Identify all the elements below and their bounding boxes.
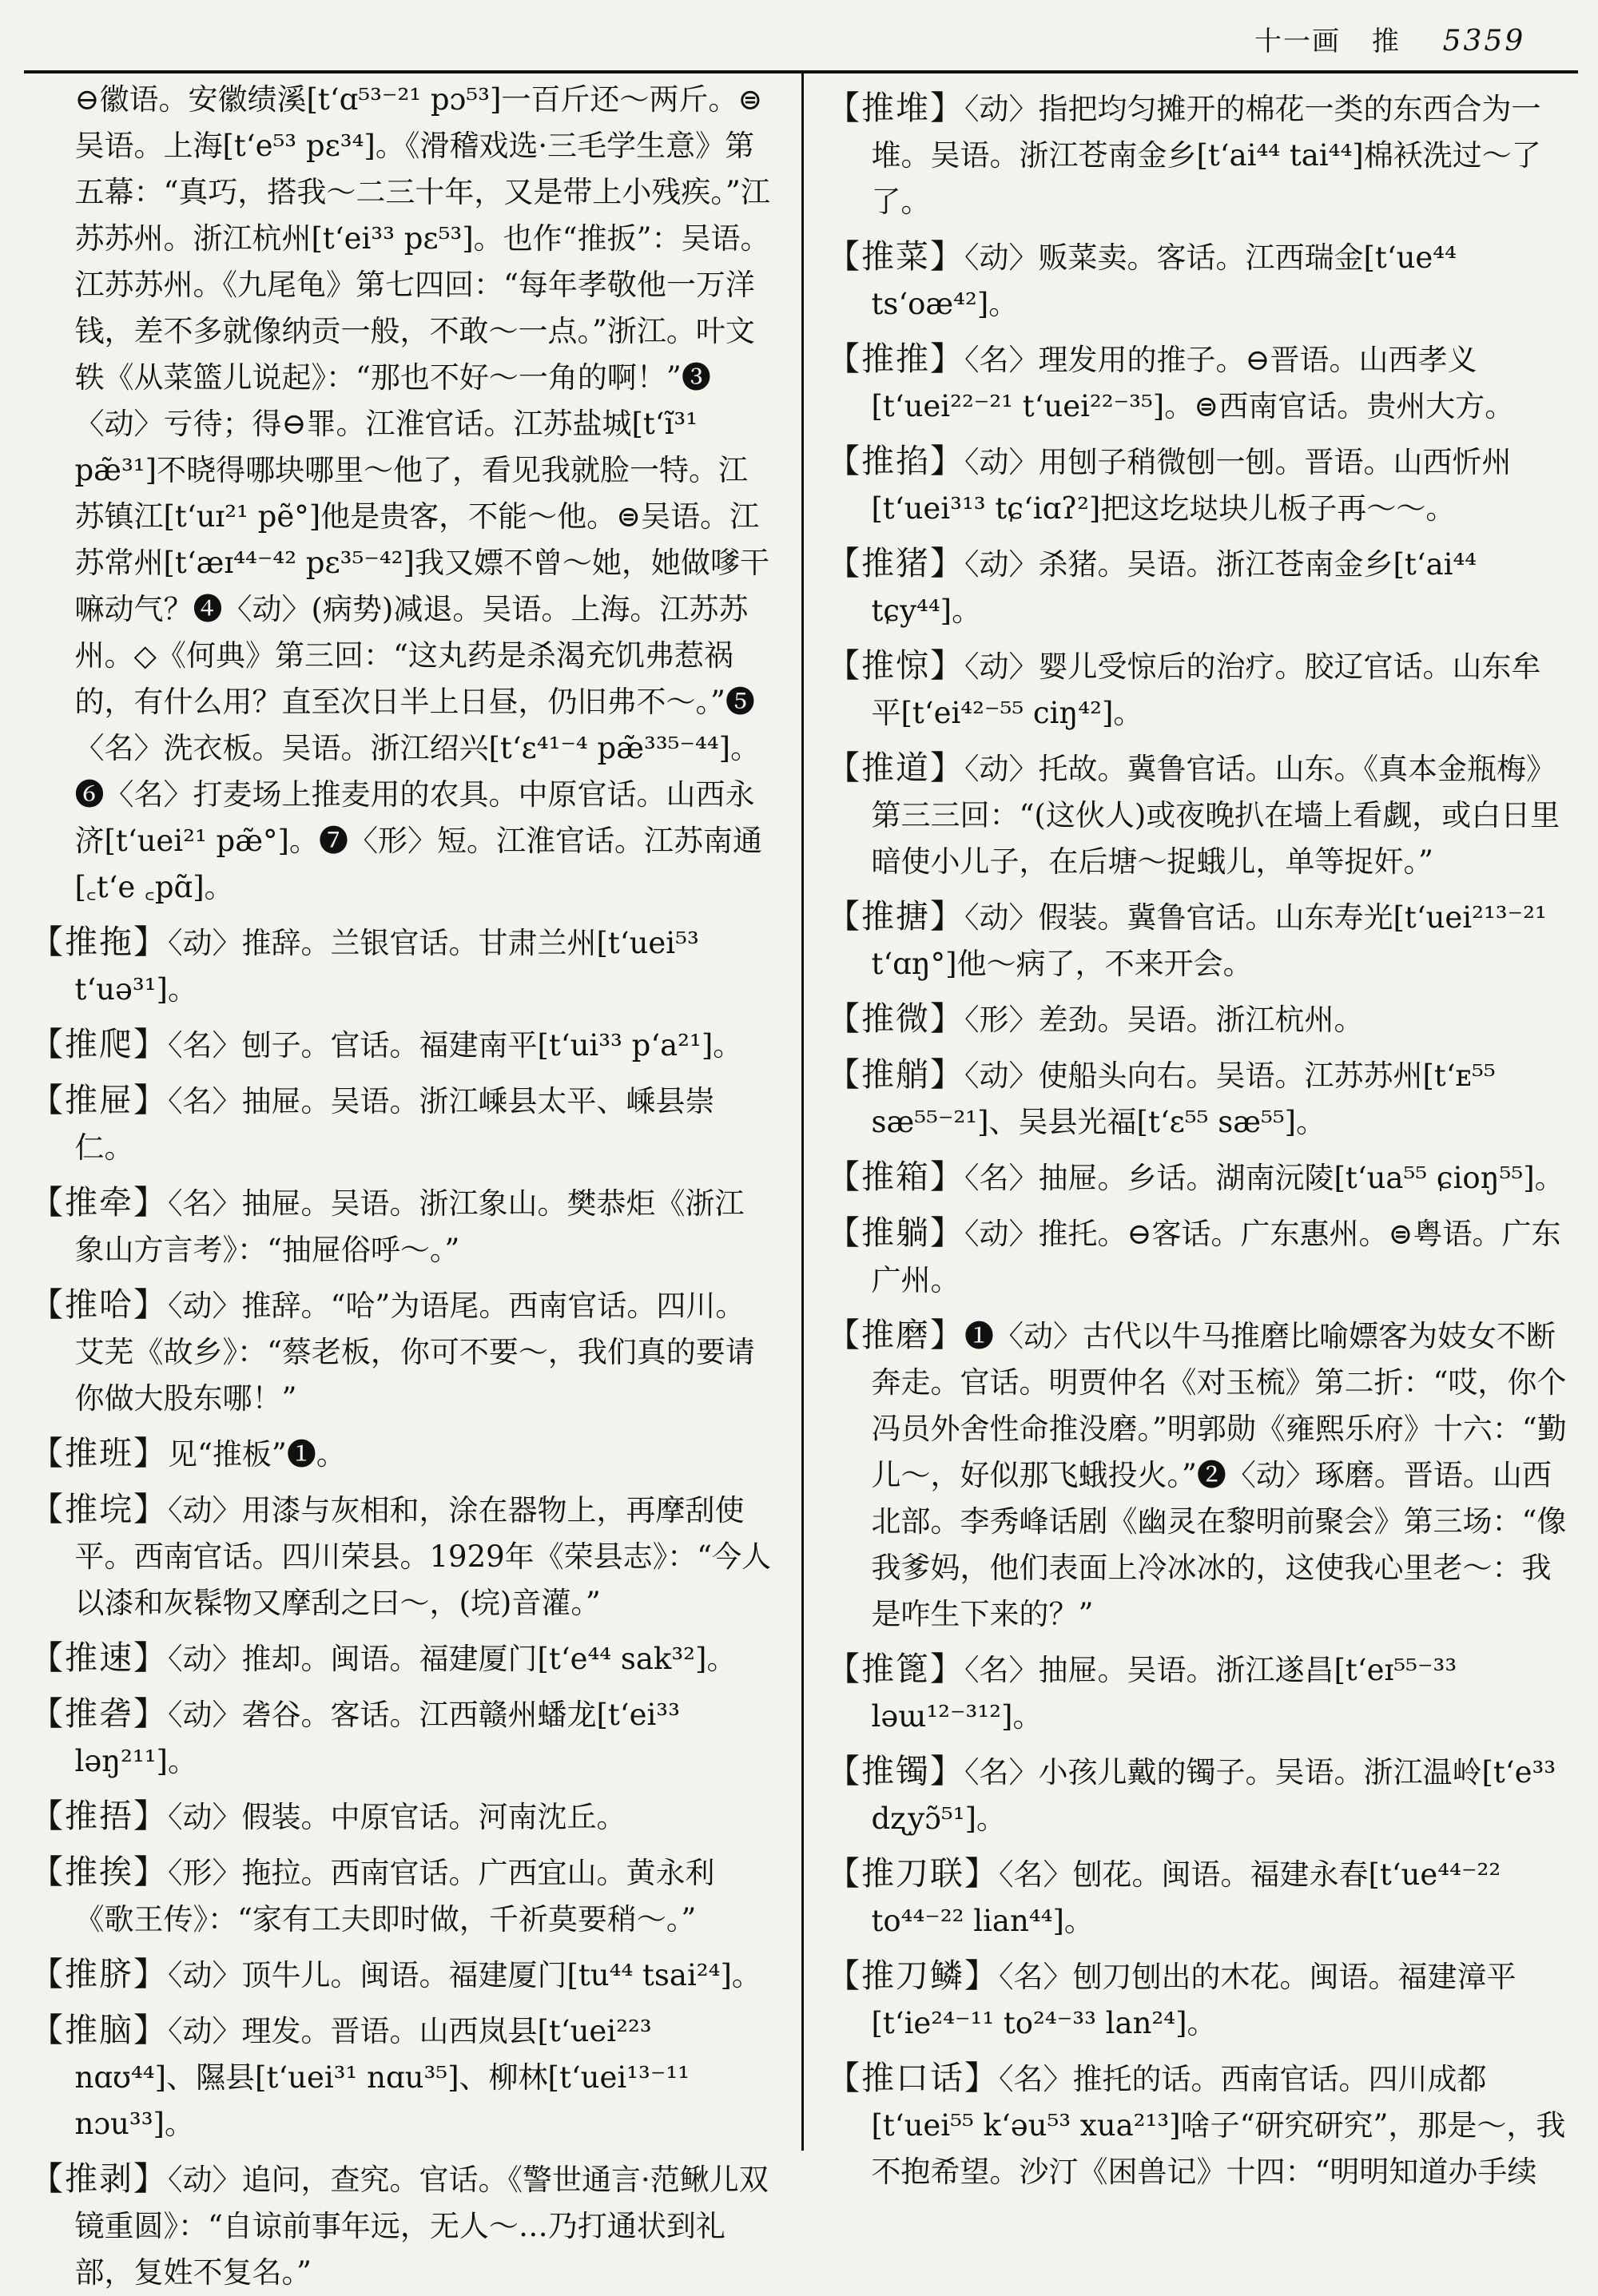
- headword-text: 推推: [861, 340, 930, 378]
- headword-text: 推剥: [65, 2159, 133, 2198]
- dictionary-entry: [827, 1154, 1570, 1202]
- dictionary-entry: [30, 1430, 773, 1478]
- dictionary-entry: [30, 1021, 773, 1069]
- dictionary-entry: [30, 2155, 773, 2296]
- entry-headword: 【推推】: [827, 340, 964, 378]
- entry-definition: 〈动〉推辞。“哈”为语尾。西南官话。四川。艾芜《故乡》：“蔡老板，你可不要～，我们真的要请你做大股东哪！”: [74, 1289, 755, 1416]
- dictionary-entry: [827, 995, 1570, 1043]
- left-column: [30, 77, 773, 2296]
- entry-definition: 〈动〉推托。⊖客话。广东惠州。⊜粤语。广东广州。: [871, 1217, 1561, 1297]
- entry-definition: 〈名〉抽屉。吴语。浙江嵊县太平、嵊县崇仁。: [74, 1084, 715, 1165]
- entry-definition: 〈动〉杀猪。吴语。浙江苍南金乡[tʻai⁴⁴ tɕy⁴⁴]。: [871, 547, 1477, 628]
- headword-text: 推速: [65, 1639, 133, 1677]
- dictionary-entry: [827, 540, 1570, 634]
- entry-headword: 【推搪】: [827, 897, 964, 935]
- entry-definition: 〈名〉推托的话。西南官话。四川成都[tʻuei⁵⁵ kʻəu⁵³ xua²¹³]啥子“研究研究”，那是～，我不抱希望。沙汀《困兽记》十四：“明明知道办手续: [871, 2062, 1566, 2189]
- dictionary-entry: [827, 1952, 1570, 2047]
- entry-definition: 见“推板”❶。: [168, 1437, 346, 1472]
- entry-headword: 【推口话】: [827, 2059, 999, 2097]
- dictionary-entry: [827, 1850, 1570, 1944]
- entry-headword: 【推爬】: [30, 1025, 168, 1063]
- dictionary-entry: [30, 1690, 773, 1785]
- headword-text: 推刀联: [861, 1854, 964, 1893]
- entry-headword: 【推微】: [827, 999, 964, 1038]
- entry-definition: 〈名〉小孩儿戴的镯子。吴语。浙江温岭[tʻe³³ dʐyɔ̃⁵¹]。: [871, 1755, 1556, 1836]
- headword-text: 推掐: [861, 442, 930, 480]
- entry-definition: 〈动〉指把均匀摊开的棉花一类的东西合为一堆。吴语。浙江苍南金乡[tʻai⁴⁴ tai⁴⁴]棉袄洗过～了了。: [871, 92, 1541, 219]
- dictionary-entry: [827, 1051, 1570, 1146]
- dictionary-entry: [30, 919, 773, 1013]
- entry-definition: 〈动〉理发。晋语。山西岚县[tʻuei²²³ nɑʊ⁴⁴]、隰县[tʻuei³¹ nɑu³⁵]、柳林[tʻuei¹³⁻¹¹ nɔu³³]。: [74, 2014, 690, 2141]
- entry-definition: 〈名〉刨刀刨出的木花。闽语。福建漳平[tʻie²⁴⁻¹¹ to²⁴⁻³³ lan²⁴]。: [871, 1960, 1517, 2040]
- entry-headword: 【推篦】: [827, 1650, 964, 1688]
- right-column: [827, 77, 1570, 2195]
- dictionary-entry: [827, 2055, 1570, 2195]
- entry-definition: 〈动〉托故。冀鲁官话。山东。《真本金瓶梅》第三三回：“(这伙人)或夜晚扒在墙上看觑，或白日里暗使小儿子，在后塘～捉蛾儿，单等捉奸。”: [871, 752, 1560, 879]
- entry-definition: 〈动〉婴儿受惊后的治疗。胶辽官话。山东牟平[tʻei⁴²⁻⁵⁵ ciŋ⁴²]。: [871, 649, 1541, 730]
- dictionary-entry: [827, 336, 1570, 430]
- dictionary-entry: [30, 1951, 773, 1999]
- dictionary-entry: [30, 2007, 773, 2147]
- headword-text: 推拖: [65, 923, 133, 961]
- entry-definition: 〈动〉假装。中原官话。河南沈丘。: [168, 1800, 626, 1834]
- entry-definition: 〈动〉顶牛儿。闽语。福建厦门[tu⁴⁴ tsai²⁴]。: [168, 1958, 761, 1992]
- entry-headword: 【推箱】: [827, 1158, 964, 1196]
- entry-definition: 〈名〉抽屉。吴语。浙江象山。樊恭炬《浙江象山方言考》：“抽屉俗呼～。”: [74, 1186, 745, 1267]
- entry-headword: 【推堆】: [827, 89, 964, 127]
- entry-definition: 〈动〉使船头向右。吴语。江苏苏州[tʻᴇ⁵⁵ sæ⁵⁵⁻²¹]、吴县光福[tʻɛ⁵⁵ sæ⁵⁵]。: [871, 1059, 1496, 1139]
- entry-definition: 〈名〉抽屉。乡话。湖南沅陵[tʻua⁵⁵ ɕioŋ⁵⁵]。: [964, 1161, 1564, 1195]
- dictionary-entry: [827, 85, 1570, 225]
- entry-definition: 〈形〉拖拉。西南官话。广西宜山。黄永利《歌王传》：“家有工夫即时做，千祈莫要稍～。”: [74, 1856, 715, 1937]
- headword-text: 推爬: [65, 1025, 133, 1063]
- headword-text: 推脐: [65, 1955, 133, 1993]
- dictionary-entry: [30, 1077, 773, 1171]
- dictionary-entry: [30, 1486, 773, 1627]
- headword-text: 推堆: [861, 89, 930, 127]
- head-character: 推: [1371, 26, 1401, 58]
- entry-headword: 【推镯】: [827, 1752, 964, 1790]
- entry-headword: 【推砻】: [30, 1694, 168, 1733]
- entry-continuation: [30, 77, 773, 911]
- headword-text: 推镯: [861, 1752, 930, 1790]
- headword-text: 推惊: [861, 646, 930, 685]
- column-divider: [801, 73, 804, 2151]
- dictionary-entry: [827, 438, 1570, 532]
- headword-text: 推菜: [861, 237, 930, 276]
- entry-definition: 〈形〉差劲。吴语。浙江杭州。: [964, 1003, 1364, 1037]
- dictionary-entry: [827, 233, 1570, 328]
- entry-definition: 〈名〉刨子。官话。福建南平[tʻui³³ pʻa²¹]。: [168, 1028, 743, 1063]
- dictionary-entry: [30, 1635, 773, 1682]
- headword-text: 推脑: [65, 2011, 133, 2049]
- entry-headword: 【推牵】: [30, 1183, 168, 1221]
- entry-headword: 【推垸】: [30, 1490, 168, 1528]
- headword-text: 推艄: [861, 1055, 930, 1094]
- entry-definition: ⊖徽语。安徽绩溪[tʻɑ⁵³⁻²¹ pɔ⁵³]一百斤还～两斤。⊜吴语。上海[tʻe⁵³ pɛ³⁴]。《滑稽戏选·三毛学生意》第五幕：“真巧，搭我～二三十年，又是带上小残疾。”江苏苏州。浙江杭州[tʻei³³ pɛ⁵³]。也作“推扳”：吴语。江苏苏州。《九尾龟》第七四回：“每年孝敬他一万洋钱，差不多就像纳贡一般，不敢～一点。”浙江。叶文轶《从菜篮儿说起》：“那也不好～一角的啊！”❸〈动〉亏待；得⊖罪。江淮官话。江苏盐城[tʻĩ³¹ pæ̃³¹]不晓得哪块哪里～他了，看见我就脸一特。江苏镇江[tʻuɪ²¹ pẽ°]他是贵客，不能～他。⊜吴语。江苏常州[tʻæɪ⁴⁴⁻⁴² pɛ³⁵⁻⁴²]我又嫖不曾～她，她做嗲干嘛动气？❹〈动〉(病势)减退。吴语。上海。江苏苏州。◇《何典》第三回：“这丸药是杀渴充饥弗惹祸的，有什么用？直至次日半上日昼，仍旧弗不～。”❺〈名〉洗衣板。吴语。浙江绍兴[tʻɛ⁴¹⁻⁴ pæ̃³³⁵⁻⁴⁴]。❻〈名〉打麦场上推麦用的农具。中原官话。山西永济[tʻuei²¹ pæ̃°]。❼〈形〉短。江淮官话。江苏南通[꜀tʻe ꜀pɑ̃]。: [74, 82, 770, 904]
- dictionary-entry: [827, 1210, 1570, 1304]
- entry-headword: 【推掐】: [827, 442, 964, 480]
- entry-definition: 〈动〉推却。闽语。福建厦门[tʻe⁴⁴ sak³²]。: [168, 1642, 737, 1676]
- entry-definition: 〈动〉推辞。兰银官话。甘肃兰州[tʻuei⁵³ tʻuə³¹]。: [74, 926, 699, 1007]
- entry-headword: 【推脑】: [30, 2011, 168, 2049]
- headword-text: 推捂: [65, 1797, 133, 1835]
- dictionary-entry: [827, 1312, 1570, 1638]
- entry-definition: 〈名〉抽屉。吴语。浙江遂昌[tʻeɪ⁵⁵⁻³³ ləɯ¹²⁻³¹²]。: [871, 1653, 1457, 1734]
- dictionary-entry: [30, 1281, 773, 1422]
- entry-definition: 〈动〉用刨子稍微刨一刨。晋语。山西忻州[tʻuei³¹³ tɕʻiɑʔ²]把这圪垯块儿板子再～～。: [871, 445, 1512, 526]
- entry-headword: 【推哈】: [30, 1285, 168, 1324]
- entry-definition: 〈动〉假装。冀鲁官话。山东寿光[tʻuei²¹³⁻²¹ tʻɑŋ°]他～病了，不来开会。: [871, 900, 1547, 981]
- entry-definition: 〈名〉理发用的推子。⊖晋语。山西孝义[tʻuei²²⁻²¹ tʻuei²²⁻³⁵]。⊜西南官话。贵州大方。: [871, 343, 1515, 423]
- headword-text: 推道: [861, 749, 930, 787]
- dictionary-entry: [827, 745, 1570, 885]
- dictionary-entry: [827, 1748, 1570, 1842]
- headword-text: 推牵: [65, 1183, 133, 1221]
- entry-headword: 【推猪】: [827, 544, 964, 582]
- entry-headword: 【推捂】: [30, 1797, 168, 1835]
- dictionary-entry: [827, 1646, 1570, 1740]
- headword-text: 推砻: [65, 1694, 133, 1733]
- entry-definition: ❶〈动〉古代以牛马推磨比喻嫖客为妓女不断奔走。官话。明贾仲名《对玉梳》第二折：“哎，你个冯员外舍性命推没磨。”明郭勋《雍熙乐府》十六：“勤儿～，好似那飞蛾投火。”❷〈动〉琢磨。晋语。山西北部。李秀峰话剧《幽灵在黎明前聚会》第三场：“像我爹妈，他们表面上冷冰冰的，这使我心里老～：我是咋生下来的？”: [871, 1319, 1567, 1631]
- entry-headword: 【推挨】: [30, 1853, 168, 1891]
- dictionary-entry: [30, 1179, 773, 1273]
- dictionary-entry: [30, 1793, 773, 1841]
- headword-text: 推猪: [861, 544, 930, 582]
- headword-text: 推挨: [65, 1853, 133, 1891]
- entry-definition: 〈名〉刨花。闽语。福建永春[tʻue⁴⁴⁻²² to⁴⁴⁻²² lian⁴⁴]。: [871, 1857, 1501, 1938]
- entry-headword: 【推磨】: [827, 1316, 964, 1354]
- headword-text: 推哈: [65, 1285, 133, 1324]
- entry-definition: 〈动〉追问，查究。官话。《警世通言·范鳅儿双镜重圆》：“自谅前事年远，无人～…乃打通状到礼部，复姓不复名。”: [74, 2163, 769, 2290]
- dictionary-entry: [827, 642, 1570, 737]
- headword-text: 推篦: [861, 1650, 930, 1688]
- page-header: [1254, 18, 1574, 66]
- entry-definition: 〈动〉贩菜卖。客话。江西瑞金[tʻue⁴⁴ tsʻoæ⁴²]。: [871, 240, 1457, 321]
- entry-headword: 【推刀鳞】: [827, 1956, 999, 1995]
- entry-definition: 〈动〉用漆与灰相和，涂在器物上，再摩刮使平。西南官话。四川荣县。1929年《荣县志》：“今人以漆和灰髹物又摩刮之曰～，(垸)音灌。”: [74, 1493, 772, 1620]
- headword-text: 推磨: [861, 1316, 930, 1354]
- headword-text: 推口话: [861, 2059, 964, 2097]
- entry-headword: 【推艄】: [827, 1055, 964, 1094]
- page-number: 5359: [1442, 25, 1526, 58]
- headword-text: 推搪: [861, 897, 930, 935]
- dictionary-entry: [827, 893, 1570, 987]
- headword-text: 推躺: [861, 1214, 930, 1252]
- entry-headword: 【推惊】: [827, 646, 964, 685]
- entry-headword: 【推拖】: [30, 923, 168, 961]
- headword-text: 推刀鳞: [861, 1956, 964, 1995]
- headword-text: 推箱: [861, 1158, 930, 1196]
- entry-headword: 【推班】: [30, 1434, 168, 1472]
- entry-headword: 【推躺】: [827, 1214, 964, 1252]
- entry-headword: 【推菜】: [827, 237, 964, 276]
- headword-text: 推垸: [65, 1490, 133, 1528]
- entry-headword: 【推屉】: [30, 1081, 168, 1119]
- headword-text: 推屉: [65, 1081, 133, 1119]
- entry-headword: 【推剥】: [30, 2159, 168, 2198]
- entry-headword: 【推道】: [827, 749, 964, 787]
- entry-definition: 〈动〉砻谷。客话。江西赣州蟠龙[tʻei³³ ləŋ²¹¹]。: [74, 1698, 680, 1778]
- entry-headword: 【推刀联】: [827, 1854, 999, 1893]
- section-label: 十一画: [1254, 26, 1341, 58]
- entry-headword: 【推脐】: [30, 1955, 168, 1993]
- headword-text: 推微: [861, 999, 930, 1038]
- headword-text: 推班: [65, 1434, 133, 1472]
- entry-headword: 【推速】: [30, 1639, 168, 1677]
- dictionary-entry: [30, 1849, 773, 1943]
